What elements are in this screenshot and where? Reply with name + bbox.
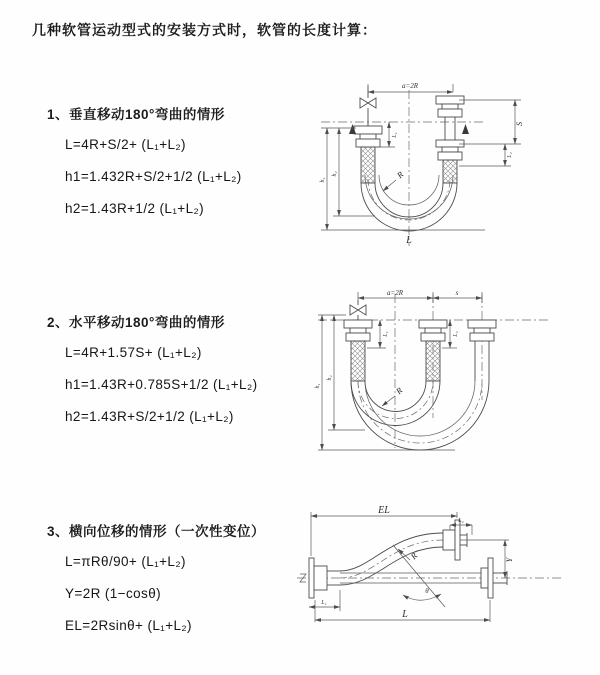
section-1-formulas <box>65 137 317 216</box>
section-1-heading: 1、垂直移动180°弯曲的情形 <box>47 107 225 122</box>
section-vertical-movement <box>47 103 317 233</box>
dim-label-a2r: a=2R <box>387 289 403 297</box>
right-fitting-shifted-position <box>468 320 496 341</box>
section-3-heading: 3、横向位移的情形（一次性变位） <box>47 524 266 539</box>
radius-label: R <box>408 550 420 562</box>
dim-label-l2: L₂ <box>507 152 513 158</box>
formula-el: EL=2Rsinθ+ (L₁+L₂) <box>65 618 192 633</box>
angle-construction <box>393 545 445 607</box>
dim-label-s: s <box>455 289 459 297</box>
middle-fitting <box>419 320 447 381</box>
section-2-formulas <box>65 345 317 424</box>
formula-length: L=πRθ/90+ (L₁+L₂) <box>65 554 186 569</box>
radius-callout <box>382 385 405 406</box>
section-2-heading: 2、水平移动180°弯曲的情形 <box>47 315 225 330</box>
hose-u-bend-shifted <box>351 341 489 450</box>
centerlines <box>297 574 563 582</box>
section-lateral-displacement <box>47 520 317 650</box>
right-fitting-lower-position <box>436 140 464 183</box>
formula-h2: h2=1.43R+1/2 (L₁+L₂) <box>65 201 205 216</box>
diagram-horizontal-180-bend <box>310 286 594 456</box>
hose-s-curve <box>340 533 443 585</box>
diagram-lateral-displacement <box>293 500 599 650</box>
dimension-stroke-s <box>459 100 524 166</box>
diagram-vertical-180-bend <box>313 76 591 252</box>
formula-h1: h1=1.43R+0.785S+1/2 (L₁+L₂) <box>65 377 258 392</box>
formula-length: L=4R+1.57S+ (L₁+L₂) <box>65 345 202 360</box>
dim-label-h2: h₂ <box>332 171 338 177</box>
dim-label-l: L <box>402 609 408 620</box>
section-3-formulas <box>65 554 317 633</box>
dim-label-y: Y <box>504 557 514 563</box>
formula-h1: h1=1.432R+S/2+1/2 (L₁+L₂) <box>65 169 242 184</box>
dim-label-h1: h₁ <box>315 383 321 389</box>
radius-callout <box>383 169 406 191</box>
dim-label-h1: h₁ <box>320 177 326 183</box>
angle-label: θ <box>425 587 429 595</box>
right-fitting-upper-position <box>436 96 464 140</box>
dim-label-l1: L₁ <box>321 600 327 606</box>
left-fitting <box>354 126 382 183</box>
formula-h2: h2=1.43R+S/2+1/2 (L₁+L₂) <box>65 409 234 424</box>
dimension-top-width <box>368 82 453 97</box>
dim-label-a2r: a=2R <box>402 82 418 90</box>
length-label: L <box>406 235 412 246</box>
dim-label-s: S <box>514 121 524 127</box>
dimension-l <box>315 600 490 622</box>
left-fitting <box>344 320 372 381</box>
dim-label-l1: L₁ <box>383 331 389 337</box>
dimension-el <box>311 505 457 556</box>
dim-label-l2: L₂ <box>458 518 464 524</box>
dimension-top-width <box>358 289 482 303</box>
radius-label: R <box>393 385 405 397</box>
dim-label-h2: h₂ <box>327 375 333 381</box>
dim-label-el: EL <box>378 505 390 516</box>
page-title: 几种软管运动型式的安装方式时，软管的长度计算： <box>32 22 377 38</box>
section-horizontal-movement <box>47 311 317 441</box>
dim-label-l1: L₁ <box>392 132 398 138</box>
dim-label-l2: L₂ <box>453 331 459 337</box>
formula-length: L=4R+S/2+ (L₁+L₂) <box>65 137 186 152</box>
formula-y: Y=2R (1−cosθ) <box>65 586 161 601</box>
radius-label: R <box>394 169 406 181</box>
